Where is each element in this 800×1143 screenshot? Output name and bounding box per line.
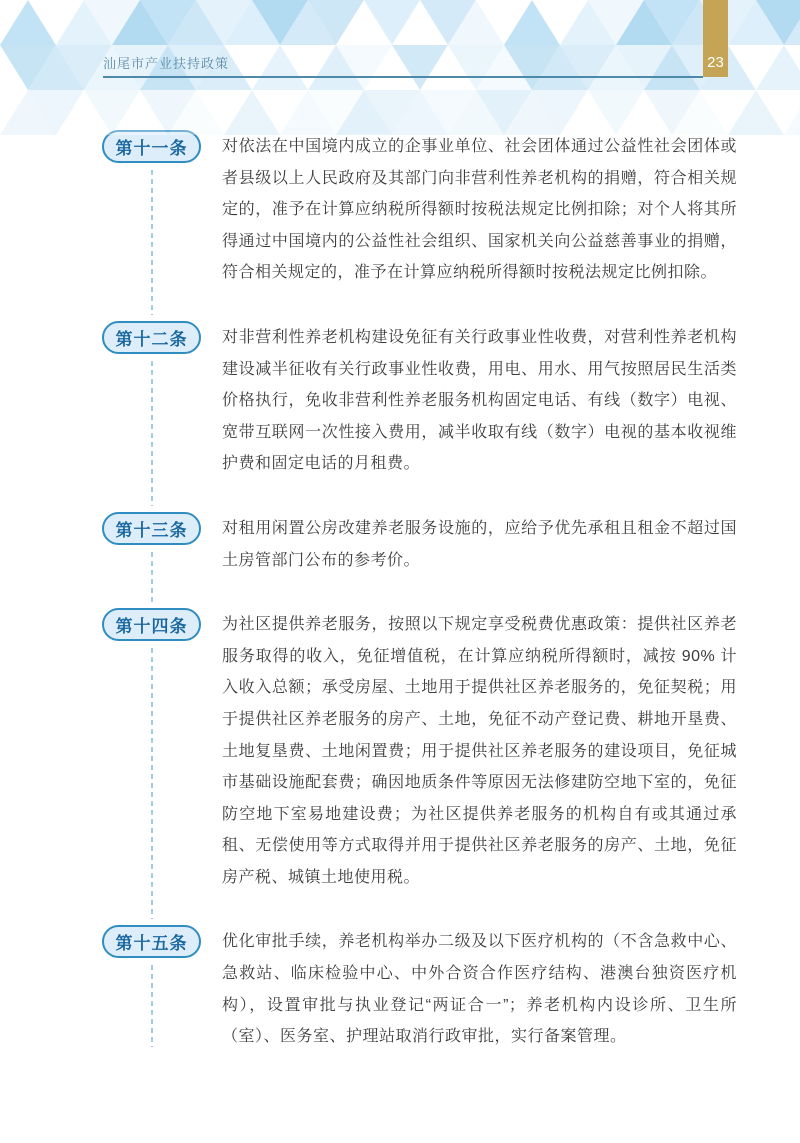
article-text: 对租用闲置公房改建养老服务设施的，应给予优先承租且租金不超过国土房管部门公布的参考价。 bbox=[222, 519, 737, 569]
article-text: 优化审批手续，养老机构举办二级及以下医疗机构的（不含急救中心、急救站、临床检验中心、中外合资合作医疗结构、港澳台独资医疗机构），设置审批与执业登记“两证合一”；养老机构内设诊所、卫生所（室）、医务室、护理站取消行政审批，实行备案管理。 bbox=[222, 933, 737, 1046]
dashed-connector-line bbox=[151, 170, 153, 315]
article-item-15 bbox=[102, 925, 737, 1052]
document-title: 汕尾市产业扶持政策 bbox=[103, 56, 230, 71]
page-header bbox=[0, 0, 800, 135]
title-underline bbox=[103, 76, 703, 78]
article-marker-column bbox=[102, 925, 222, 1052]
article-item-11 bbox=[102, 130, 737, 289]
article-item-12 bbox=[102, 321, 737, 480]
article-badge: 第十三条 bbox=[102, 512, 201, 545]
dashed-connector-line bbox=[151, 361, 153, 506]
article-badge: 第十四条 bbox=[102, 608, 201, 641]
article-marker-column bbox=[102, 321, 222, 480]
article-text: 对非营利性养老机构建设免征有关行政事业性收费，对营利性养老机构建设减半征收有关行政事业性收费，用电、用水、用气按照居民生活类价格执行，免收非营利性养老服务机构固定电话、有线（数字）电视、宽带互联网一次性接入费用，减半收取有线（数字）电视的基本收视维护费和固定电话的月租费。 bbox=[222, 328, 737, 473]
article-marker-column bbox=[102, 512, 222, 576]
page-number-badge: 23 bbox=[703, 0, 728, 77]
article-item-14 bbox=[102, 608, 737, 893]
article-marker-column bbox=[102, 130, 222, 289]
dashed-connector-line bbox=[151, 648, 153, 919]
article-text: 为社区提供养老服务，按照以下规定享受税费优惠政策：提供社区养老服务取得的收入，免征增值税，在计算应纳税所得额时，减按 90% 计入收入总额；承受房屋、土地用于提供社区养老服务的，免征契税；用于提供社区养老服务的房产、土地，免征不动产登记费、耕地开垦费、土地复垦费、土地闲置费；用于提供社区养老服务的建设项目，免征城市基础设施配套费；确因地质条件等原因无法修建防空地下室的，免征防空地下室易地建设费；为社区提供养老服务的机构自有或其通过承租、无偿使用等方式取得并用于提供社区养老服务的房产、土地，免征房产税、城镇土地使用税。 bbox=[222, 616, 737, 886]
dashed-connector-line bbox=[151, 965, 153, 1046]
article-item-13 bbox=[102, 512, 737, 576]
article-text: 对依法在中国境内成立的企事业单位、社会团体通过公益性社会团体或者县级以上人民政府及其部门向非营利性养老机构的捐赠，符合相关规定的，准予在计算应纳税所得额时按税法规定比例扣除；对个人将其所得通过中国境内的公益性社会组织、国家机关向公益慈善事业的捐赠，符合相关规定的，准予在计算应纳税所得额时按税法规定比例扣除。 bbox=[222, 138, 737, 282]
article-badge: 第十一条 bbox=[102, 130, 201, 163]
article-badge: 第十二条 bbox=[102, 321, 201, 354]
article-marker-column bbox=[102, 608, 222, 893]
articles-list bbox=[0, 130, 800, 1053]
article-badge: 第十五条 bbox=[102, 925, 201, 958]
dashed-connector-line bbox=[151, 552, 153, 602]
